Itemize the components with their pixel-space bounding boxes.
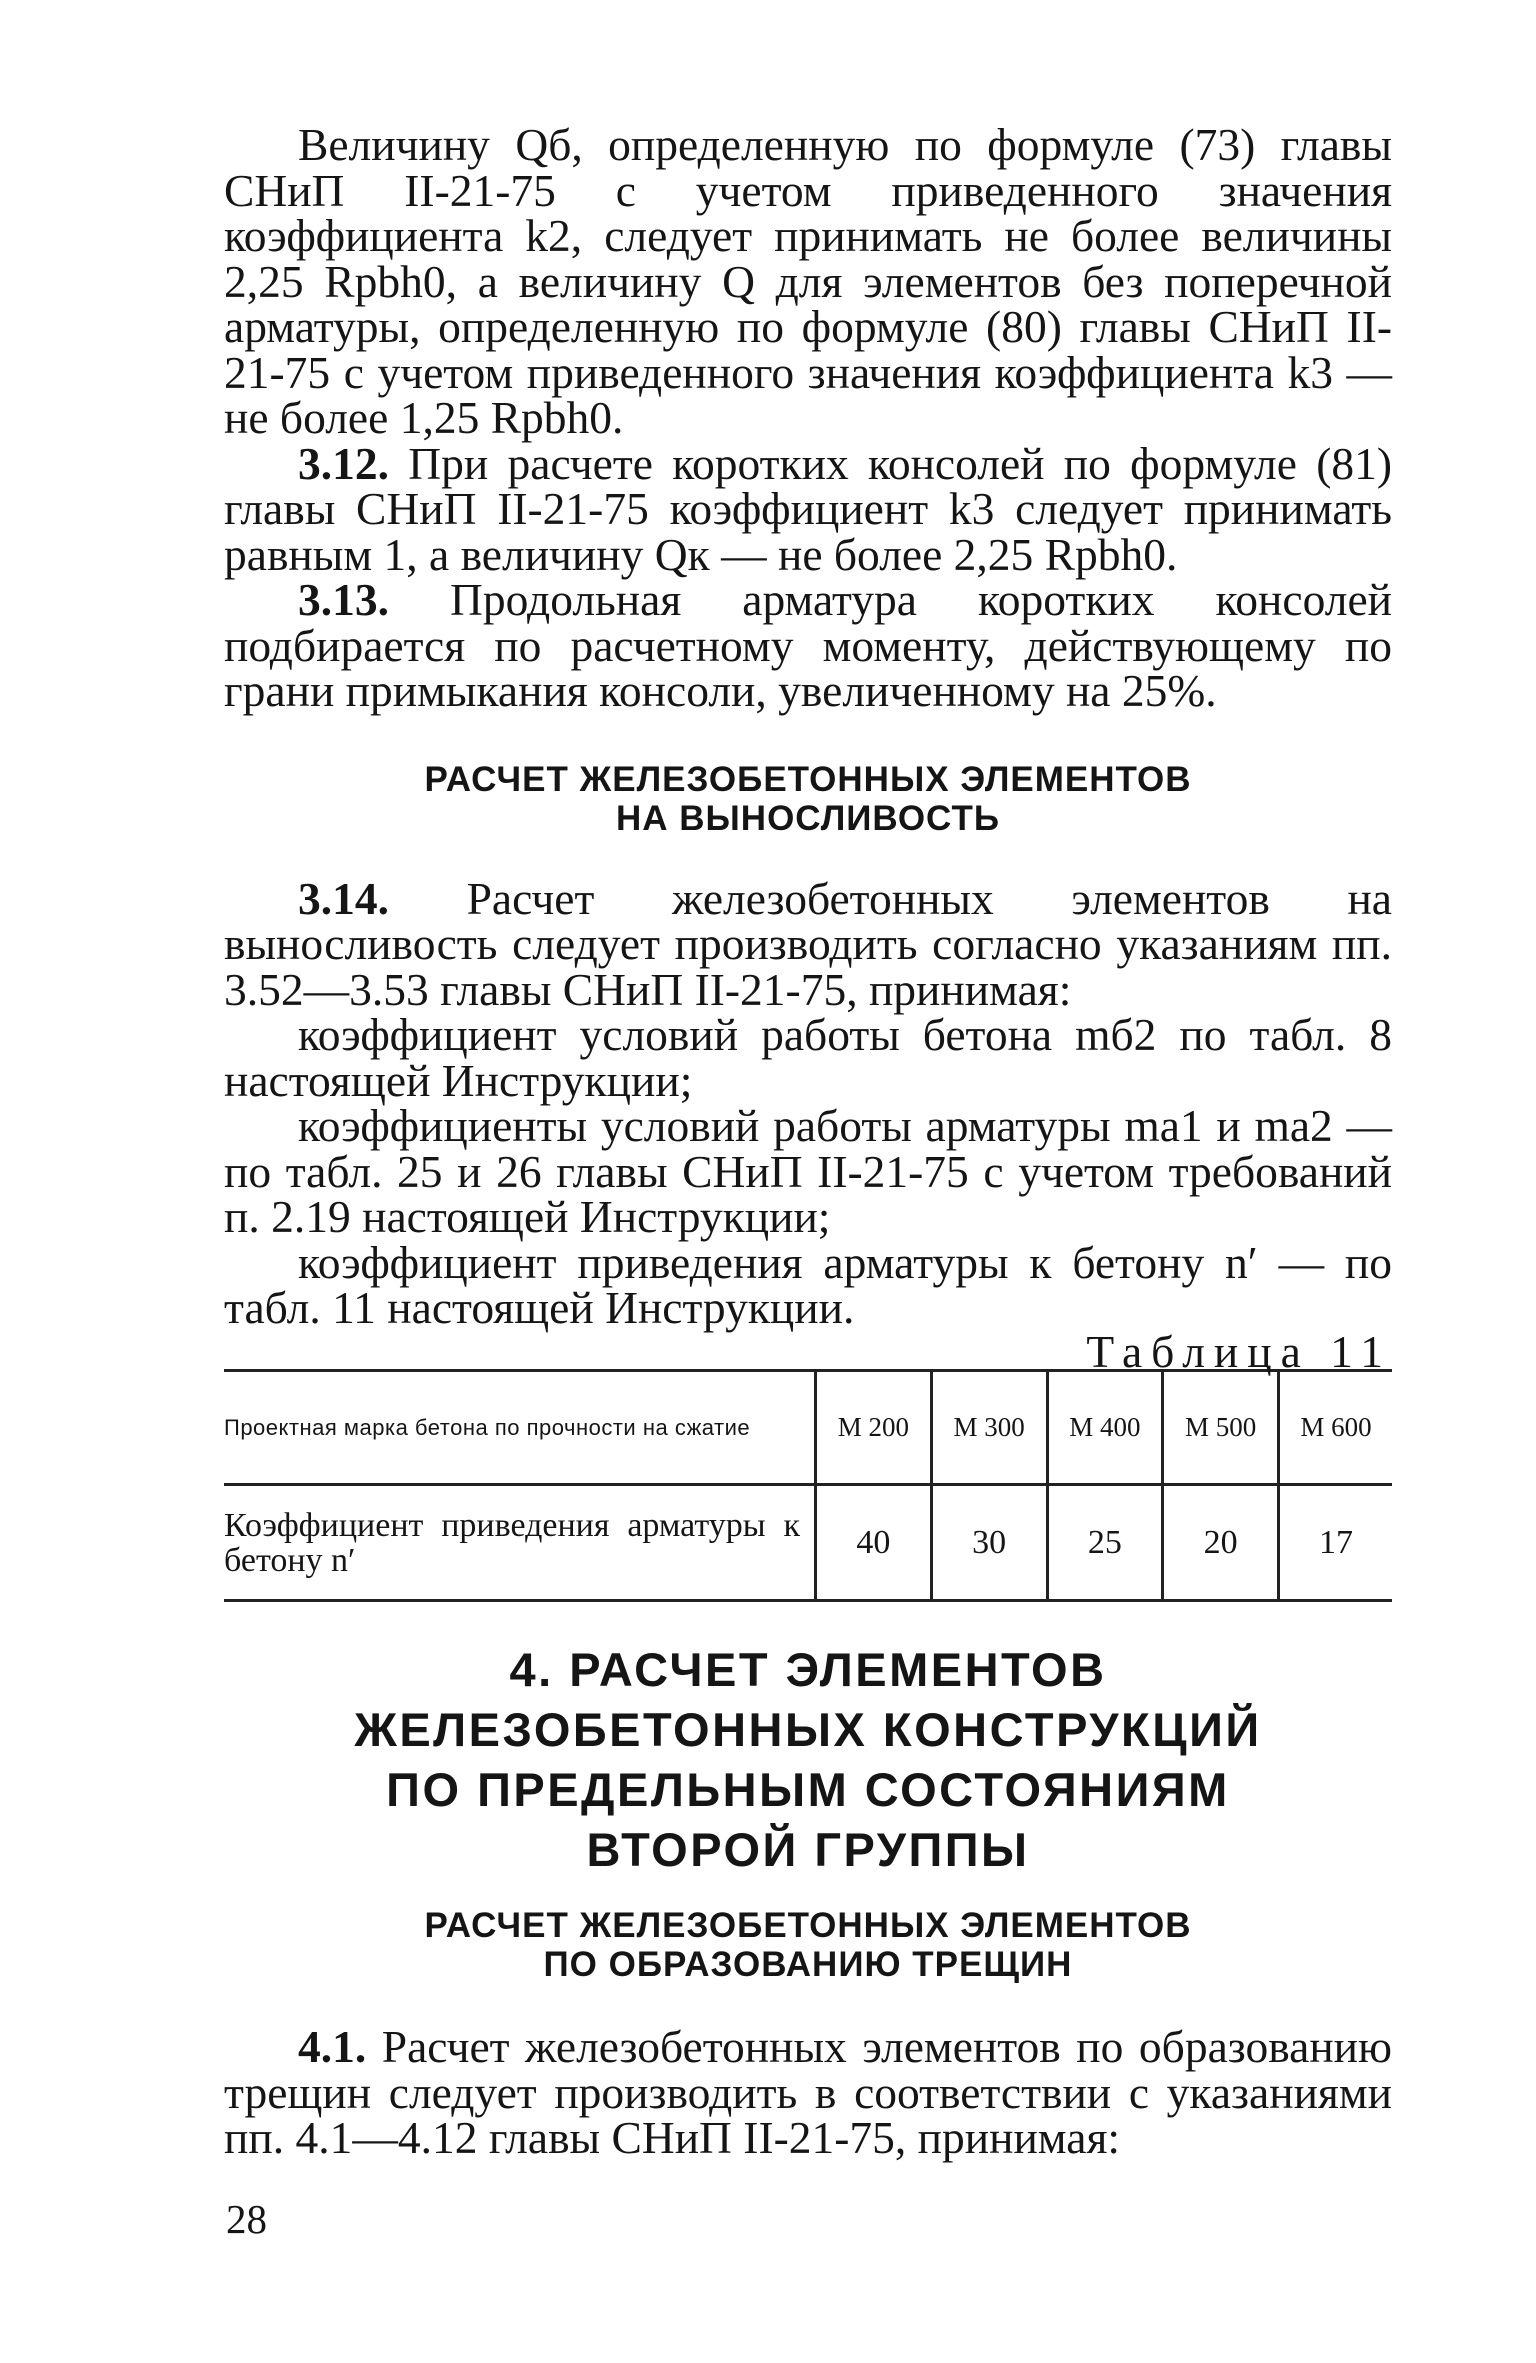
clause-text: Продольная арматура коротких консолей подбирается по расчетному моменту, действующему по грани примыкания консоли, увеличенному на 25%. (224, 574, 1393, 716)
clause-number: 3.12. (298, 437, 389, 489)
heading-line: ПО ОБРАЗОВАНИЮ ТРЕЩИН (543, 1945, 1073, 1984)
table-column-header: М 500 (1163, 1371, 1279, 1485)
table-column-header: М 400 (1047, 1371, 1163, 1485)
table-cell: 25 (1047, 1485, 1163, 1601)
list-item: коэффициент условий работы бетона mб2 по табл. 8 настоящей Инструкции; (224, 1009, 1392, 1106)
page-number: 28 (226, 2196, 267, 2242)
table-column-header: М 600 (1279, 1371, 1392, 1485)
clause-text: Расчет железобетонных элементов на выносливость следует производить согласно указаниям пп. 3.52—3.53 главы СНиП II-21-75, принимая: (224, 872, 1392, 1015)
table-cell: 40 (816, 1485, 932, 1601)
chapter-heading (224, 1640, 1392, 1880)
paragraph-3-13 (224, 574, 1393, 716)
clause-number: 3.14. (298, 872, 389, 924)
coefficient-table (224, 1369, 1392, 1602)
table-caption: Таблица 11 (1086, 1325, 1392, 1377)
clause-number: 3.13. (298, 574, 389, 625)
list-item: коэффициенты условий работы арматуры ma1 и ma2 — по табл. 25 и 26 главы СНиП II-21-75 с учетом требований п. 2.19 настоящей Инструкции; (224, 1100, 1392, 1242)
table-row-label: Коэффициент приведения арматуры к бетону n′ (224, 1506, 800, 1579)
table-row (224, 1485, 1392, 1601)
paragraph-3-14 (224, 872, 1392, 1015)
table-column-header: М 300 (931, 1371, 1047, 1485)
list-item: коэффициент приведения арматуры к бетону n′ — по табл. 11 настоящей Инструкции. (224, 1236, 1392, 1333)
heading-line: ЖЕЛЕЗОБЕТОННЫХ КОНСТРУКЦИЙ (354, 1703, 1262, 1756)
heading-line: РАСЧЕТ ЖЕЛЕЗОБЕТОННЫХ ЭЛЕМЕНТОВ (424, 1906, 1192, 1945)
table-header-label: Проектная марка бетона по прочности на сжатие (224, 1371, 816, 1485)
heading-line: ВТОРОЙ ГРУППЫ (586, 1823, 1030, 1876)
paragraph-3-12 (224, 437, 1393, 580)
paragraph-q-limit: Величину Qб, определенную по формуле (73) главы СНиП II-21-75 с учетом приведенного значения коэффициента k2, следует принимать не более величины 2,25 Rрbh0, а величину Q для элементов без поперечной арматуры, определенную по формуле (80) главы СНиП II-21-75 с учетом приведенного значения коэффициента k3 — не более 1,25 Rрbh0. (224, 119, 1392, 443)
heading-line: 4. РАСЧЕТ ЭЛЕМЕНТОВ (509, 1643, 1107, 1696)
table-header-row (224, 1371, 1392, 1485)
clause-text: Расчет железобетонных элементов по образованию трещин следует производить в соответствии с указаниями пп. 4.1—4.12 главы СНиП II-21-75, принимая: (224, 2021, 1393, 2163)
table-cell: 30 (931, 1485, 1047, 1601)
heading-line: ПО ПРЕДЕЛЬНЫМ СОСТОЯНИЯМ (386, 1763, 1230, 1816)
table-cell: 17 (1279, 1485, 1392, 1601)
clause-text: При расчете коротких консолей по формуле (81) главы СНиП II-21-75 коэффициент k3 следует принимать равным 1, а величину Qк — не более 2,25 Rрbh0. (224, 437, 1393, 580)
heading-line: РАСЧЕТ ЖЕЛЕЗОБЕТОННЫХ ЭЛЕМЕНТОВ (424, 759, 1192, 799)
table-column-header: М 200 (816, 1371, 932, 1485)
section-heading-cracks (224, 1906, 1392, 1984)
text-column (224, 119, 1393, 2163)
heading-line: НА ВЫНОСЛИВОСТЬ (615, 798, 1000, 838)
clause-number: 4.1. (298, 2021, 367, 2072)
paragraph-4-1 (224, 2021, 1393, 2163)
section-heading-endurance (224, 760, 1392, 838)
table-cell: 20 (1163, 1485, 1279, 1601)
